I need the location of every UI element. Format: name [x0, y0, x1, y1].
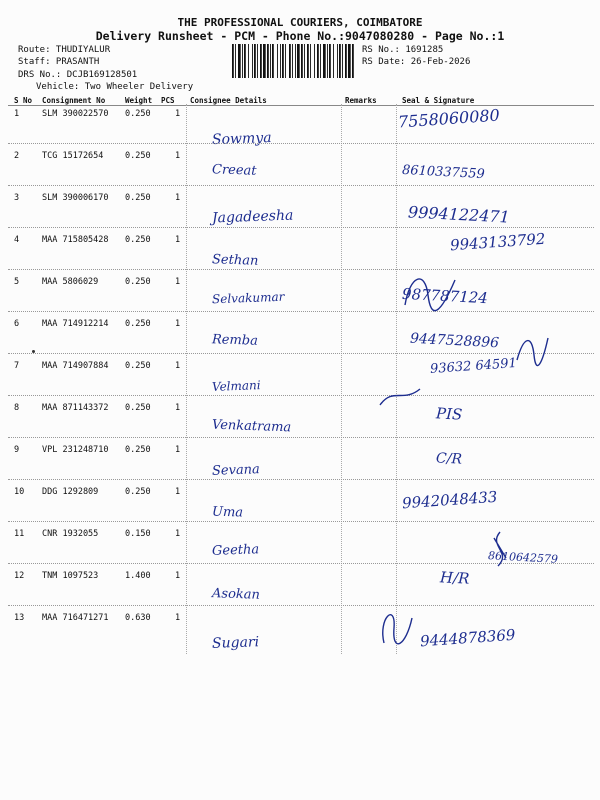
company-title: THE PROFESSIONAL COURIERS, COIMBATORE — [177, 16, 423, 29]
row-weight: 0.250 — [125, 487, 151, 497]
row-weight: 0.250 — [125, 109, 151, 119]
row-separator — [8, 395, 594, 396]
row-sno: 1 — [14, 109, 20, 119]
consignee-signature: Selvakumar — [211, 289, 285, 307]
row-weight: 0.630 — [125, 613, 151, 623]
row-pcs: 1 — [175, 109, 181, 119]
consignee-signature: Asokan — [211, 586, 261, 603]
row-pcs: 1 — [175, 193, 181, 203]
col-header-sno: S No — [14, 96, 33, 105]
row-consignment-no: VPL 231248710 — [42, 445, 109, 455]
row-pcs: 1 — [175, 529, 181, 539]
row-pcs: 1 — [175, 361, 181, 371]
seal-signature: 8610337559 — [401, 162, 486, 183]
row-pcs: 1 — [175, 571, 181, 581]
row-consignment-no: SLM 390022570 — [42, 109, 109, 119]
row-separator — [8, 227, 594, 228]
divider-remarks — [341, 104, 342, 654]
row-weight: 0.150 — [125, 529, 151, 539]
seal-signature: PIS — [435, 404, 463, 424]
row-weight: 0.250 — [125, 235, 151, 245]
row-consignment-no: MAA 714912214 — [42, 319, 109, 329]
row-consignment-no: DDG 1292809 — [42, 487, 99, 497]
row-weight: 0.250 — [125, 319, 151, 329]
consignee-signature: Uma — [211, 504, 244, 521]
row-sno: 10 — [14, 487, 25, 497]
seal-signature: C/R — [435, 450, 463, 468]
consignee-signature: Velmani — [211, 378, 261, 394]
row-separator — [8, 521, 594, 522]
row-consignment-no: MAA 5806029 — [42, 277, 99, 287]
row-separator — [8, 605, 594, 606]
row-sno: 12 — [14, 571, 25, 581]
signature-scribble-icon — [512, 330, 552, 365]
row-consignment-no: SLM 390006170 — [42, 193, 109, 203]
header-rule — [8, 105, 594, 106]
col-header-seal: Seal & Signature — [402, 96, 475, 105]
seal-signature: 9943133792 — [449, 229, 546, 255]
row-sno: 3 — [14, 193, 20, 203]
row-sno: 11 — [14, 529, 25, 539]
stray-mark — [32, 350, 35, 353]
rs-number: RS No.: 1691285 — [362, 45, 444, 55]
row-pcs: 1 — [175, 319, 181, 329]
consignee-signature: Creeat — [211, 162, 257, 179]
row-sno: 9 — [14, 445, 20, 455]
row-weight: 0.250 — [125, 277, 151, 287]
drs-number: DRS No.: DCJB169128501 — [18, 70, 138, 80]
col-header-consignment: Consignment No — [42, 96, 106, 105]
col-header-weight: Weight — [125, 96, 153, 105]
row-sno: 5 — [14, 277, 20, 287]
row-pcs: 1 — [175, 613, 181, 623]
col-header-remarks: Remarks — [345, 96, 377, 105]
row-separator — [8, 143, 594, 144]
row-sno: 4 — [14, 235, 20, 245]
divider-consignee — [186, 104, 187, 654]
row-consignment-no: CNR 1932055 — [42, 529, 99, 539]
seal-signature: 9942048433 — [401, 487, 498, 513]
consignee-signature: Jagadeesha — [211, 207, 294, 227]
consignee-signature: Geetha — [211, 542, 260, 559]
consignee-signature: Venkatrama — [211, 417, 292, 436]
consignee-signature: Sugari — [211, 634, 260, 652]
row-weight: 0.250 — [125, 361, 151, 371]
row-separator — [8, 311, 594, 312]
row-separator — [8, 353, 594, 354]
row-separator — [8, 437, 594, 438]
row-pcs: 1 — [175, 277, 181, 287]
divider-seal — [396, 104, 397, 654]
staff-label: Staff: PRASANTH — [18, 57, 100, 67]
row-consignment-no: MAA 871143372 — [42, 403, 109, 413]
row-consignment-no: TNM 1097523 — [42, 571, 99, 581]
vehicle-label: Vehicle: Two Wheeler Delivery — [36, 82, 194, 92]
row-weight: 0.250 — [125, 403, 151, 413]
row-consignment-no: TCG 15172654 — [42, 151, 104, 161]
row-pcs: 1 — [175, 403, 181, 413]
row-separator — [8, 479, 594, 480]
row-consignment-no: MAA 715805428 — [42, 235, 109, 245]
row-sno: 2 — [14, 151, 20, 161]
row-pcs: 1 — [175, 235, 181, 245]
seal-signature: 9444878369 — [419, 625, 516, 651]
col-header-consignee: Consignee Details — [190, 96, 267, 105]
row-sno: 8 — [14, 403, 20, 413]
signature-scribble-icon — [400, 265, 460, 320]
consignee-signature: Remba — [211, 332, 259, 349]
row-sno: 6 — [14, 319, 20, 329]
seal-signature: 9994122471 — [407, 202, 511, 227]
row-weight: 0.250 — [125, 151, 151, 161]
runsheet-subtitle: Delivery Runsheet - PCM - Phone No.:9047080280 - Page No.:1 — [95, 29, 505, 43]
signature-scribble-icon — [378, 385, 423, 410]
seal-signature: 8610642579 — [487, 549, 559, 566]
signature-scribble-icon — [486, 528, 514, 568]
row-weight: 1.400 — [125, 571, 151, 581]
row-pcs: 1 — [175, 151, 181, 161]
row-sno: 13 — [14, 613, 25, 623]
seal-signature: 93632 64591 — [429, 355, 518, 378]
col-header-pcs: PCS — [161, 96, 175, 105]
row-consignment-no: MAA 716471271 — [42, 613, 109, 623]
row-separator — [8, 185, 594, 186]
rs-date: RS Date: 26-Feb-2026 — [362, 57, 471, 67]
row-sno: 7 — [14, 361, 20, 371]
consignee-signature: Sowmya — [211, 129, 272, 149]
seal-signature: 9447528896 — [409, 330, 500, 352]
signature-scribble-icon — [376, 598, 416, 648]
row-weight: 0.250 — [125, 445, 151, 455]
row-separator — [8, 269, 594, 270]
row-weight: 0.250 — [125, 193, 151, 203]
row-pcs: 1 — [175, 445, 181, 455]
consignee-signature: Sethan — [211, 252, 259, 269]
seal-signature: 987787124 — [401, 284, 489, 308]
row-consignment-no: MAA 714907884 — [42, 361, 109, 371]
row-pcs: 1 — [175, 487, 181, 497]
seal-signature: 7558060080 — [397, 105, 501, 132]
seal-signature: H/R — [439, 568, 470, 588]
route-label: Route: THUDIYALUR — [18, 45, 111, 55]
barcode-icon — [232, 44, 354, 78]
consignee-signature: Sevana — [211, 462, 261, 479]
